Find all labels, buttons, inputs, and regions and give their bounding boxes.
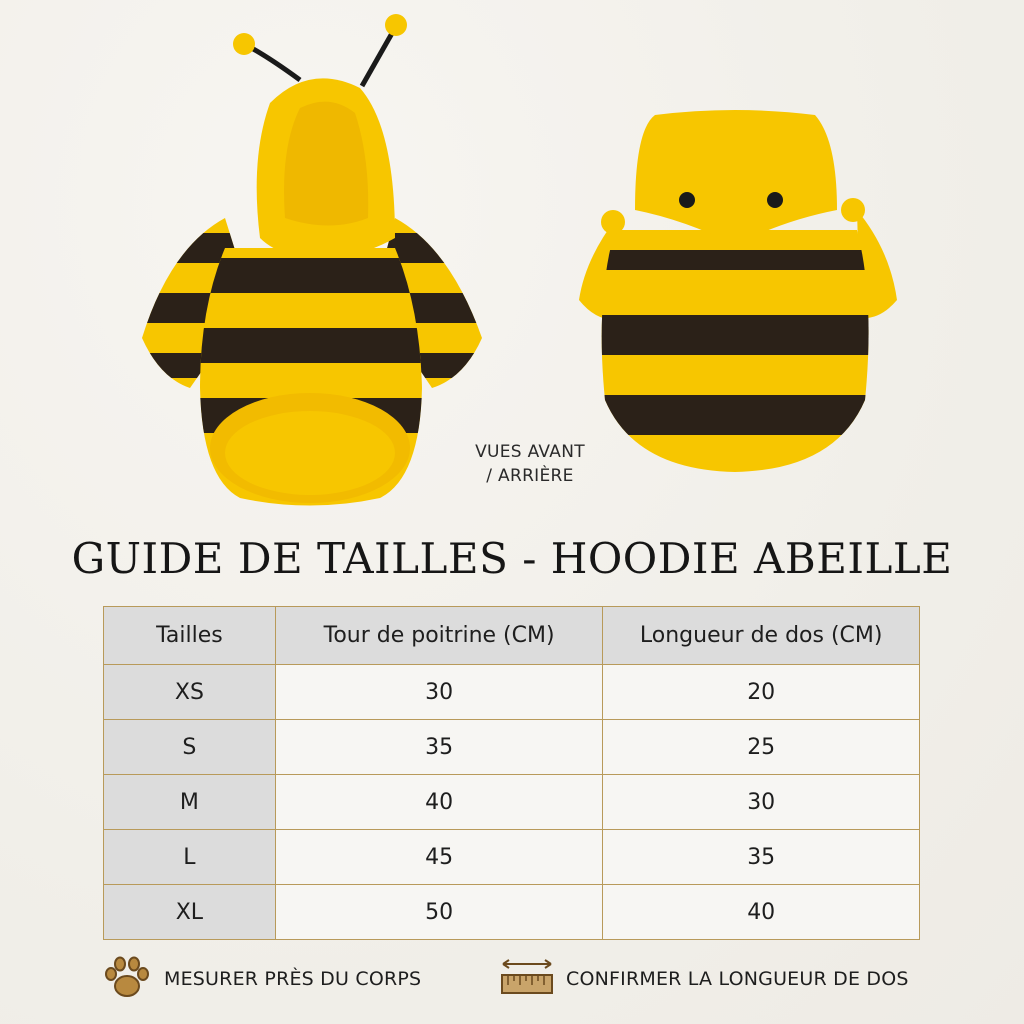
ruler-icon	[500, 957, 554, 1001]
paw-icon	[102, 954, 152, 1004]
table-row	[104, 830, 920, 885]
chest-cell: 45	[275, 830, 603, 885]
size-cell: L	[104, 830, 276, 885]
back-length-cell: 30	[603, 775, 920, 830]
tip-confirm-text: CONFIRMER LA LONGUEUR DE DOS	[566, 968, 909, 990]
table-row	[104, 885, 920, 940]
header-back-length: Longueur de dos (CM)	[603, 607, 920, 665]
page-title: GUIDE DE TAILLES - HOODIE ABEILLE	[71, 534, 953, 583]
hoodie-front-image	[130, 8, 490, 523]
table-header-row	[104, 607, 920, 665]
size-table	[103, 606, 920, 940]
size-cell: XL	[104, 885, 276, 940]
table-row	[104, 720, 920, 775]
size-cell: M	[104, 775, 276, 830]
chest-cell: 50	[275, 885, 603, 940]
size-cell: S	[104, 720, 276, 775]
views-caption-line2: / ARRIÈRE	[486, 466, 574, 486]
tip-measure	[102, 956, 421, 1002]
views-caption-line1: VUES AVANT	[475, 442, 585, 462]
tip-measure-text: MESURER PRÈS DU CORPS	[164, 968, 422, 990]
chest-cell: 35	[275, 720, 603, 775]
chest-cell: 40	[275, 775, 603, 830]
views-caption	[440, 440, 620, 488]
header-chest: Tour de poitrine (CM)	[275, 607, 603, 665]
table-row	[104, 775, 920, 830]
size-cell: XS	[104, 665, 276, 720]
back-length-cell: 40	[603, 885, 920, 940]
back-length-cell: 25	[603, 720, 920, 775]
back-length-cell: 35	[603, 830, 920, 885]
hoodie-back-image	[575, 100, 900, 480]
header-sizes: Tailles	[104, 607, 276, 665]
back-length-cell: 20	[603, 665, 920, 720]
tip-confirm	[500, 956, 909, 1002]
chest-cell: 30	[275, 665, 603, 720]
table-row	[104, 665, 920, 720]
